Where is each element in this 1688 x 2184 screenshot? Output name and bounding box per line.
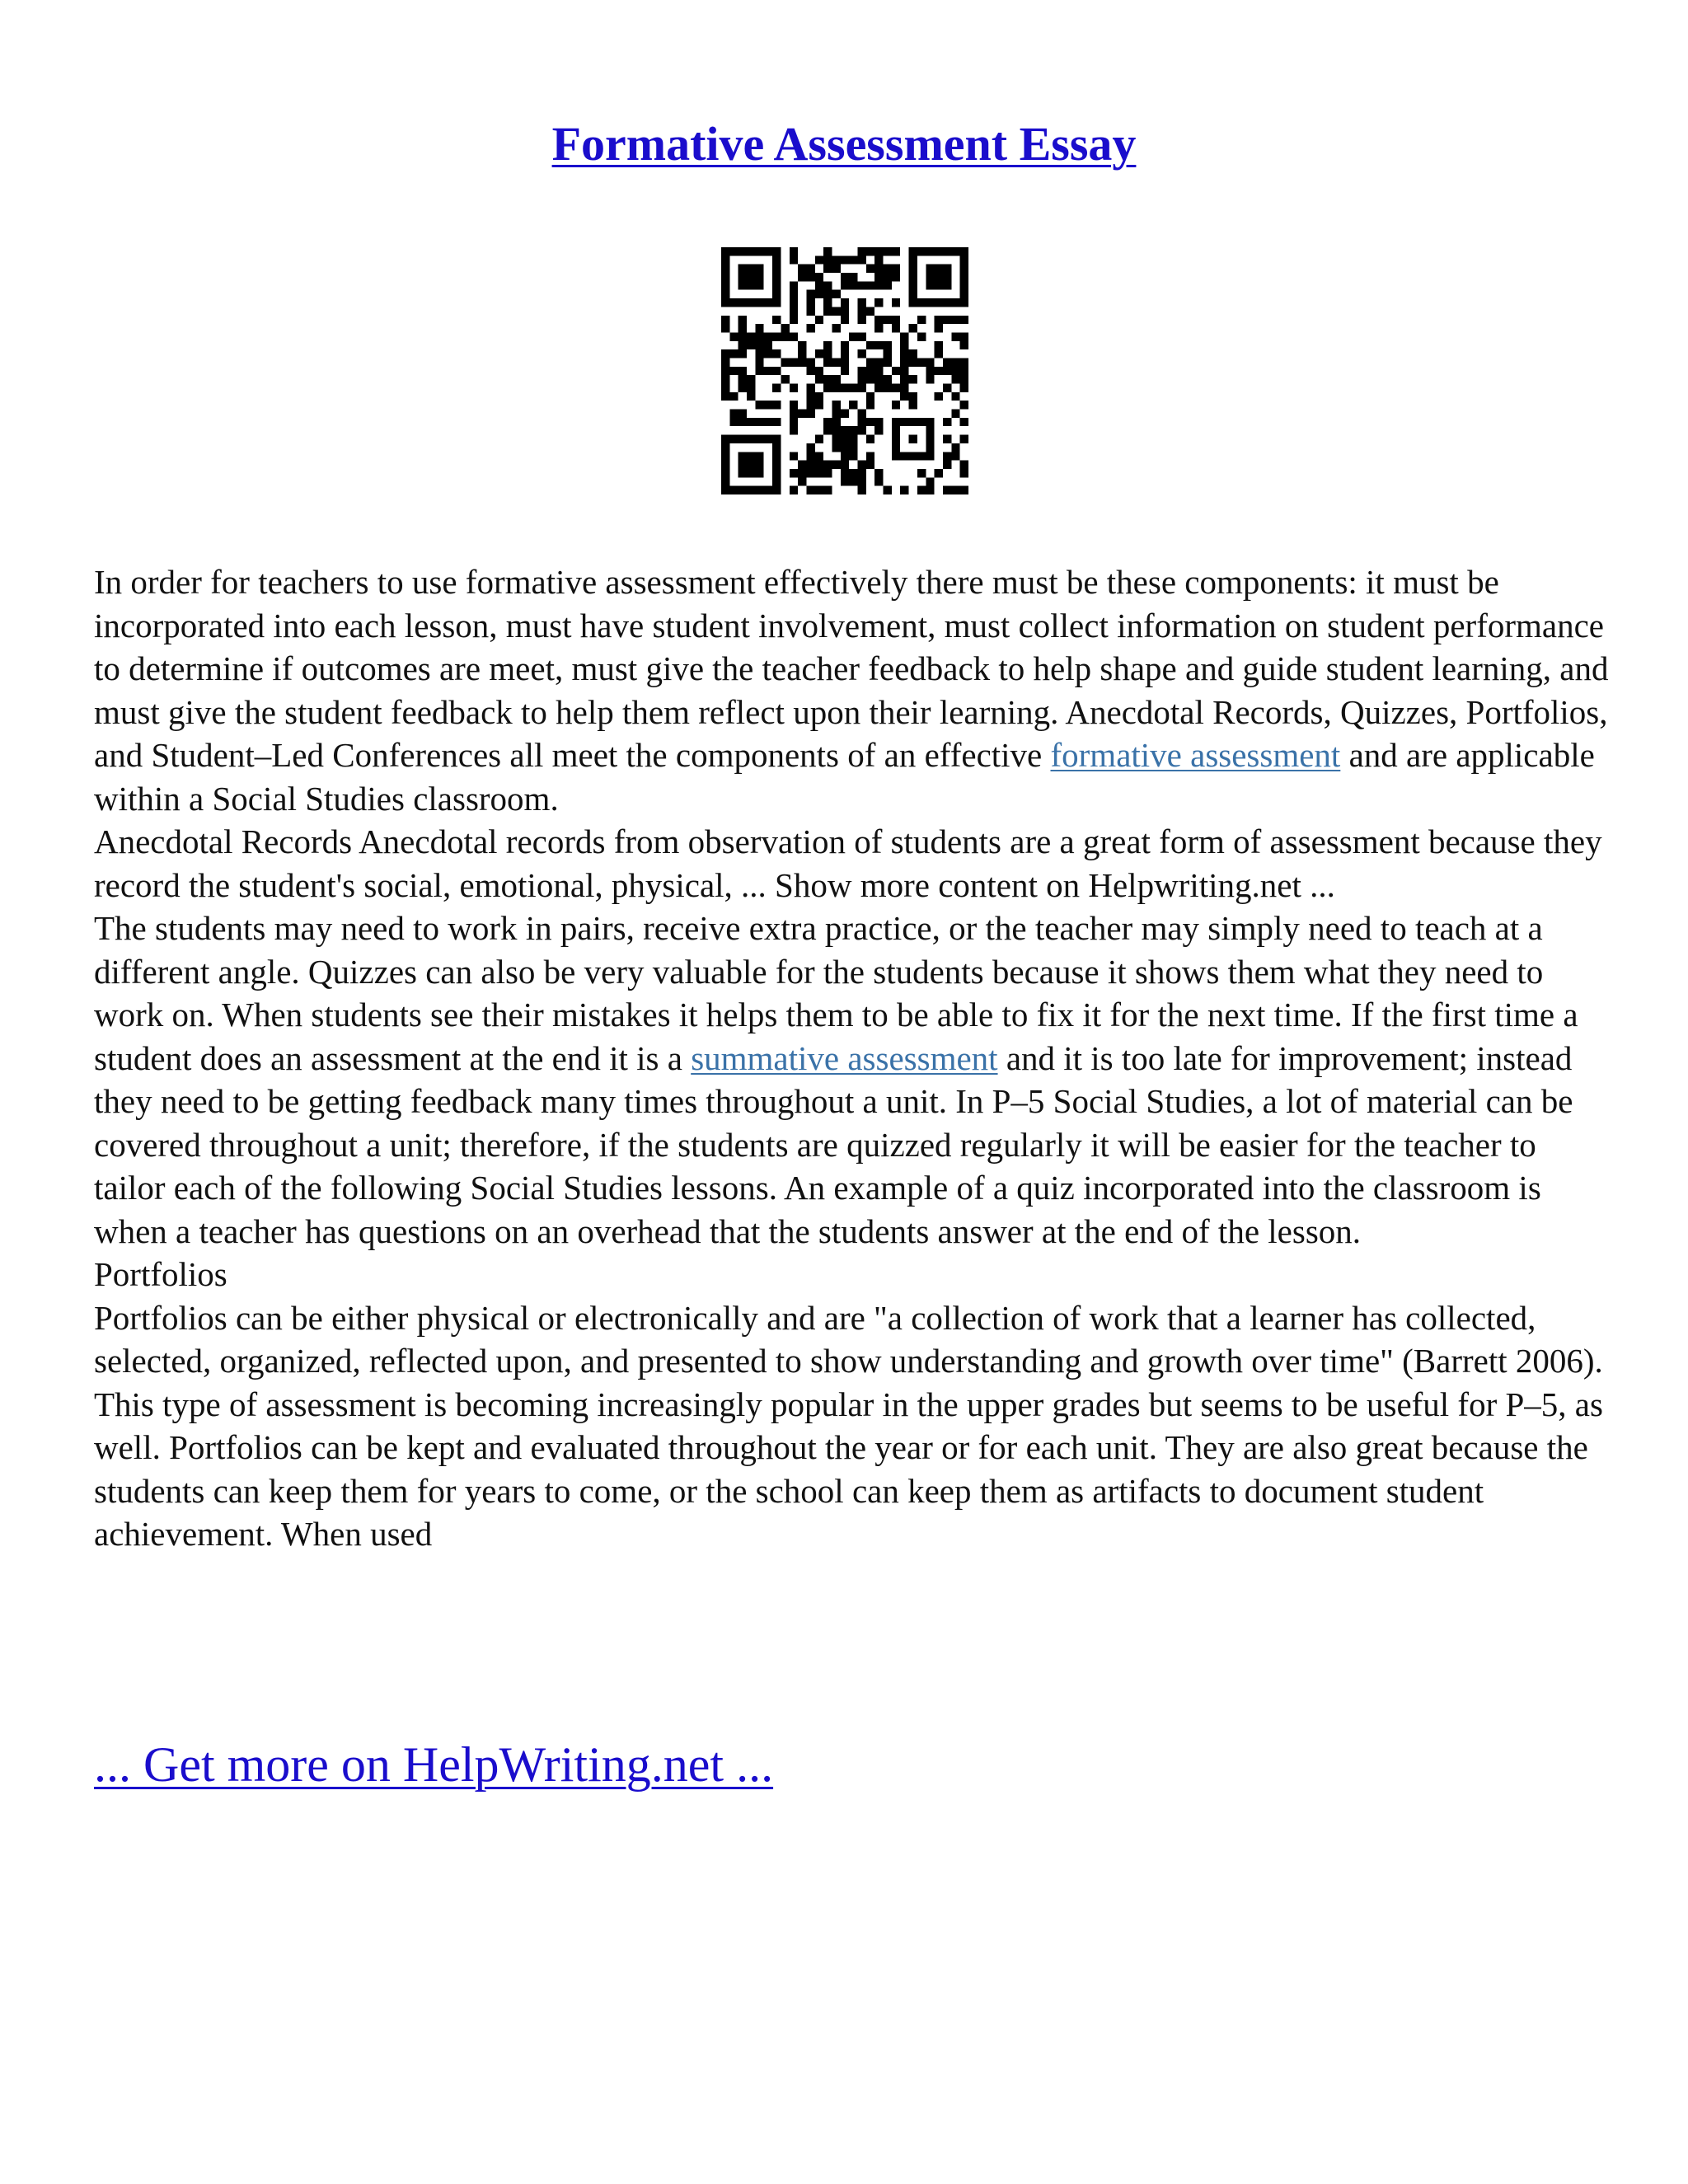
get-more-link[interactable]: ... Get more on HelpWriting.net ... (94, 1737, 774, 1792)
summative-assessment-link[interactable]: summative assessment (691, 1038, 998, 1077)
title-link[interactable]: Formative Assessment Essay (551, 117, 1137, 171)
page-title (0, 115, 1688, 173)
paragraph-quizzes (94, 907, 1611, 1253)
paragraph-text: and are applicable within a Social Studies classroom. (94, 736, 1595, 818)
paragraph-intro (94, 560, 1611, 820)
paragraph-portfolios: Portfolios can be either physical or electronically and are "a collection of work that a learner has collected, selected, organized, reflected upon, and presented to show understanding and growth over time" (Barrett 2006). This type of assessment is becoming increasingly popular in the upper grades but seems to be useful for P–5, as well. Portfolios can be kept and evaluated throughout the year or for each unit. They are also great because the students can keep them for years to come, or the school can keep them as artifacts to document student achievement. When used (94, 1298, 1603, 1553)
paragraph-text: In order for teachers to use formative assessment effectively there must be these components: it must be incorporated into each lesson, must have student involvement, must collect information on student performance to determine if outcomes are meet, must give the teacher feedback to help shape and guide student learning, and must give the student feedback to help them reflect upon their learning. Anecdotal Records, Quizzes, Portfolios, and Student–Led Conferences all meet the components of an effective (94, 563, 1609, 774)
paragraph-anecdotal: Anecdotal Records Anecdotal records from observation of students are a great form of assessment because they record the student's social, emotional, physical, ... Show more content on Helpwriting.net ... (94, 823, 1602, 904)
section-heading-portfolios: Portfolios (94, 1255, 227, 1293)
essay-body (94, 560, 1611, 1556)
formative-assessment-link[interactable]: formative assessment (1050, 736, 1341, 774)
qr-code-icon (721, 247, 968, 494)
paragraph-text: The students may need to work in pairs, receive extra practice, or the teacher may simply need to teach at a different angle. Quizzes can also be very valuable for the students because it shows them what they need to work on. When students see their mistakes it helps them to be able to fix it for the next time. If the first time a student does an assessment at the end it is a (94, 909, 1578, 1077)
paragraph-text: and it is too late for improvement; instead they need to be getting feedback many times throughout a unit. In P–5 Social Studies, a lot of material can be covered throughout a unit; therefore, if the students are quizzed regularly it will be easier for the teacher to tailor each of the following Social Studies lessons. An example of a quiz incorporated into the classroom is when a teacher has questions on an overhead that the students answer at the end of the lesson. (94, 1038, 1573, 1250)
